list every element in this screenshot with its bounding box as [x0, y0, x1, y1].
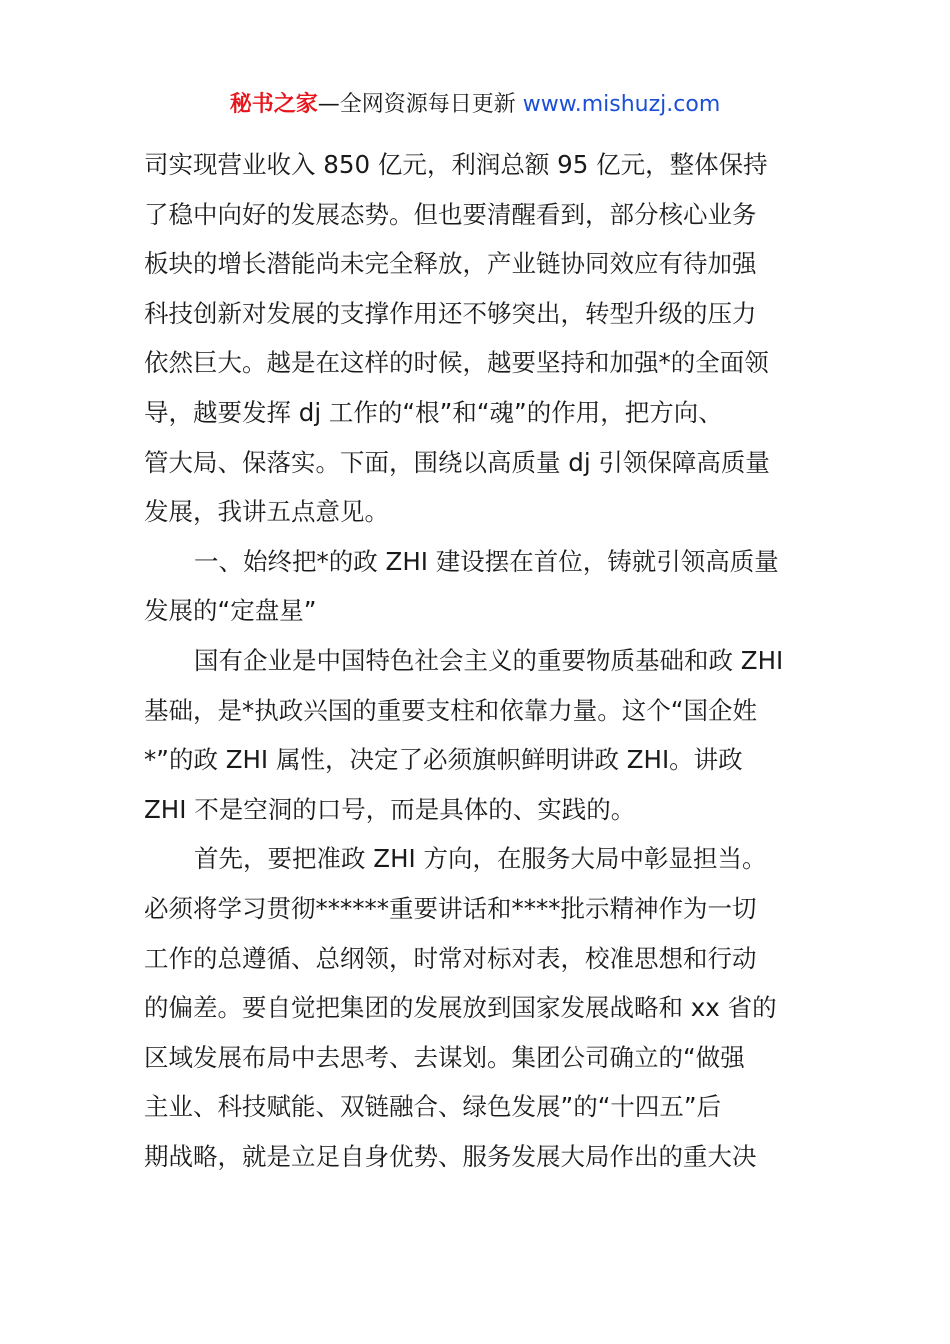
text-line: 发展，我讲五点意见。 [144, 497, 389, 527]
header-tagline: —全网资源每日更新 [317, 92, 523, 117]
text-line: 科技创新对发展的支撑作用还不够突出，转型升级的压力 [144, 298, 757, 328]
text-line: 主业、科技赋能、双链融合、绿色发展”的“十四五”后 [144, 1092, 722, 1122]
text-line: 首先，要把准政 ZHI 方向，在服务大局中彰显担当。 [194, 844, 767, 874]
document-body [144, 140, 810, 1181]
section-heading-line: 发展的“定盘星” [144, 596, 317, 626]
text-line: 的偏差。要自觉把集团的发展放到国家发展战略和 xx 省的 [144, 993, 777, 1023]
text-line: 基础，是*执政兴国的重要支柱和依靠力量。这个“国企姓 [144, 695, 757, 725]
text-line: 导，越要发挥 dj 工作的“根”和“魂”的作用，把方向、 [144, 397, 723, 427]
text-line: 管大局、保落实。下面，围绕以高质量 dj 引领保障高质量 [144, 447, 770, 477]
text-line: 国有企业是中国特色社会主义的重要物质基础和政 ZHI [194, 645, 784, 675]
text-line: 区域发展布局中去思考、去谋划。集团公司确立的“做强 [144, 1042, 745, 1072]
section-heading-line: 一、始终把*的政 ZHI 建设摆在首位，铸就引领高质量 [194, 546, 779, 576]
text-line: ZHI 不是空洞的口号，而是具体的、实践的。 [144, 794, 636, 824]
text-line: 司实现营业收入 850 亿元，利润总额 95 亿元，整体保持 [144, 150, 768, 179]
text-line: *”的政 ZHI 属性，决定了必须旗帜鲜明讲政 ZHI。讲政 [144, 745, 743, 775]
site-url-link[interactable]: www.mishuzj.com [522, 92, 721, 117]
text-line: 板块的增长潜能尚未完全释放，产业链协同效应有待加强 [144, 249, 757, 279]
text-line: 了稳中向好的发展态势。但也要清醒看到，部分核心业务 [144, 199, 757, 229]
text-line: 期战略，就是立足自身优势、服务发展大局作出的重大决 [144, 1141, 757, 1171]
brand-name: 秘书之家 [229, 92, 318, 117]
site-header [0, 88, 950, 122]
text-line: 工作的总遵循、总纲领，时常对标对表，校准思想和行动 [144, 943, 757, 973]
text-line: 必须将学习贯彻******重要讲话和****批示精神作为一切 [144, 893, 757, 923]
text-line: 依然巨大。越是在这样的时候，越要坚持和加强*的全面领 [144, 348, 769, 378]
